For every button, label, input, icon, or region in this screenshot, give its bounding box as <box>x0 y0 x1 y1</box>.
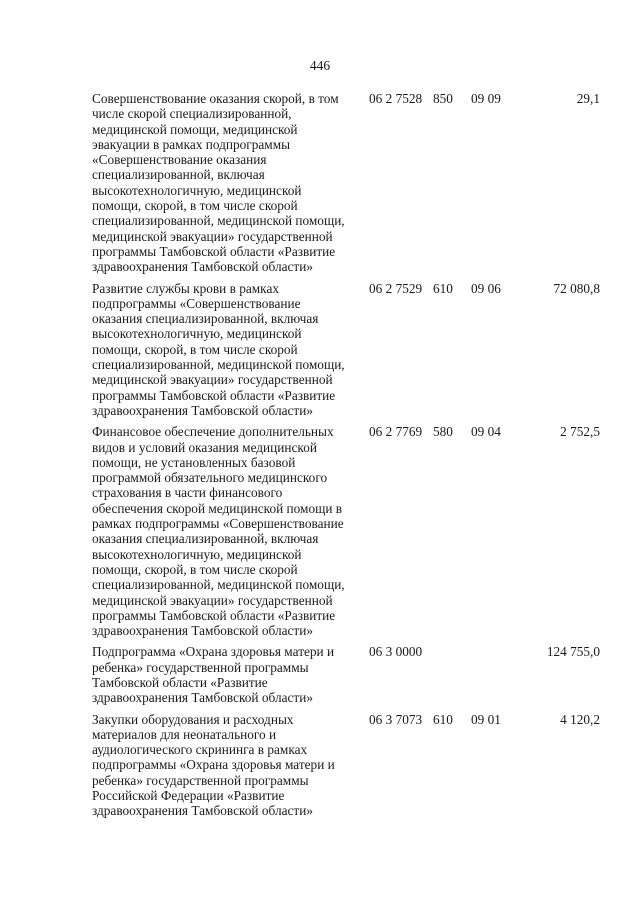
row-amount: 29,1 <box>576 91 600 106</box>
row-section-code: 09 09 <box>471 91 501 106</box>
row-expense-type: 850 <box>433 91 453 106</box>
table-row <box>0 281 640 419</box>
row-expense-type: 580 <box>433 424 453 440</box>
row-target-code: 06 3 0000 <box>369 644 423 660</box>
row-section-code: 09 01 <box>471 711 501 727</box>
row-section-code: 09 06 <box>471 280 501 296</box>
row-description: Подпрограмма «Охрана здоровья матери и ребенка» государственной программы Тамбовской области «Развитие здравоохранения Тамбовской области» <box>92 644 335 706</box>
row-description: Совершенствование оказания скорой, в том числе скорой специализированной, медицинской помощи, медицинской эвакуации в рамках подпрограммы «Совершенствование оказания специализированной, включая высокотехнологичную, медицинской помощи, скорой, в том числе скорой специализированной, медицинской помощи, медицинской эвакуации» государственной программы Тамбовской области «Развитие здравоохранения Тамбовской области» <box>92 91 345 275</box>
table-row <box>0 424 640 638</box>
page-number: 446 <box>309 58 331 73</box>
row-amount: 2 752,5 <box>560 424 600 440</box>
row-description: Развитие службы крови в рамках подпрограммы «Совершенствование оказания специализированной, включая высокотехнологичную, медицинской помощи, скорой, в том числе скорой специализированной, медицинской помощи, медицинской эвакуации» государственной программы Тамбовской области «Развитие здравоохранения Тамбовской области» <box>92 280 345 418</box>
row-amount: 4 120,2 <box>560 711 600 727</box>
row-amount: 124 755,0 <box>546 644 600 660</box>
table-row <box>0 712 640 819</box>
row-amount: 72 080,8 <box>553 280 600 296</box>
row-target-code: 06 3 7073 <box>369 711 423 727</box>
table-row <box>0 91 640 275</box>
row-section-code: 09 04 <box>471 424 501 440</box>
row-expense-type: 610 <box>433 280 453 296</box>
budget-table <box>0 91 640 825</box>
row-expense-type: 610 <box>433 711 453 727</box>
row-description: Закупки оборудования и расходных материалов для неонатального и аудиологического скрининга в рамках подпрограммы «Охрана здоровья матери и ребенка» государственной программы Российской Федерации «Развитие здравоохранения Тамбовской области» <box>92 711 335 819</box>
row-target-code: 06 2 7529 <box>369 280 423 296</box>
row-target-code: 06 2 7769 <box>369 424 423 440</box>
table-row <box>0 644 640 705</box>
row-description: Финансовое обеспечение дополнительных видов и условий оказания медицинской помощи, не установленных базовой программой обязательного медицинского страхования в части финансового обеспечения скорой медицинской помощи в рамках подпрограммы «Совершенствование оказания специализированной, включая высокотехнологичную, медицинской помощи, скорой, в том числе скорой специализированной, медицинской помощи, медицинской эвакуации» государственной программы Тамбовской области «Развитие здравоохранения Тамбовской области» <box>92 424 345 639</box>
row-target-code: 06 2 7528 <box>369 91 423 106</box>
